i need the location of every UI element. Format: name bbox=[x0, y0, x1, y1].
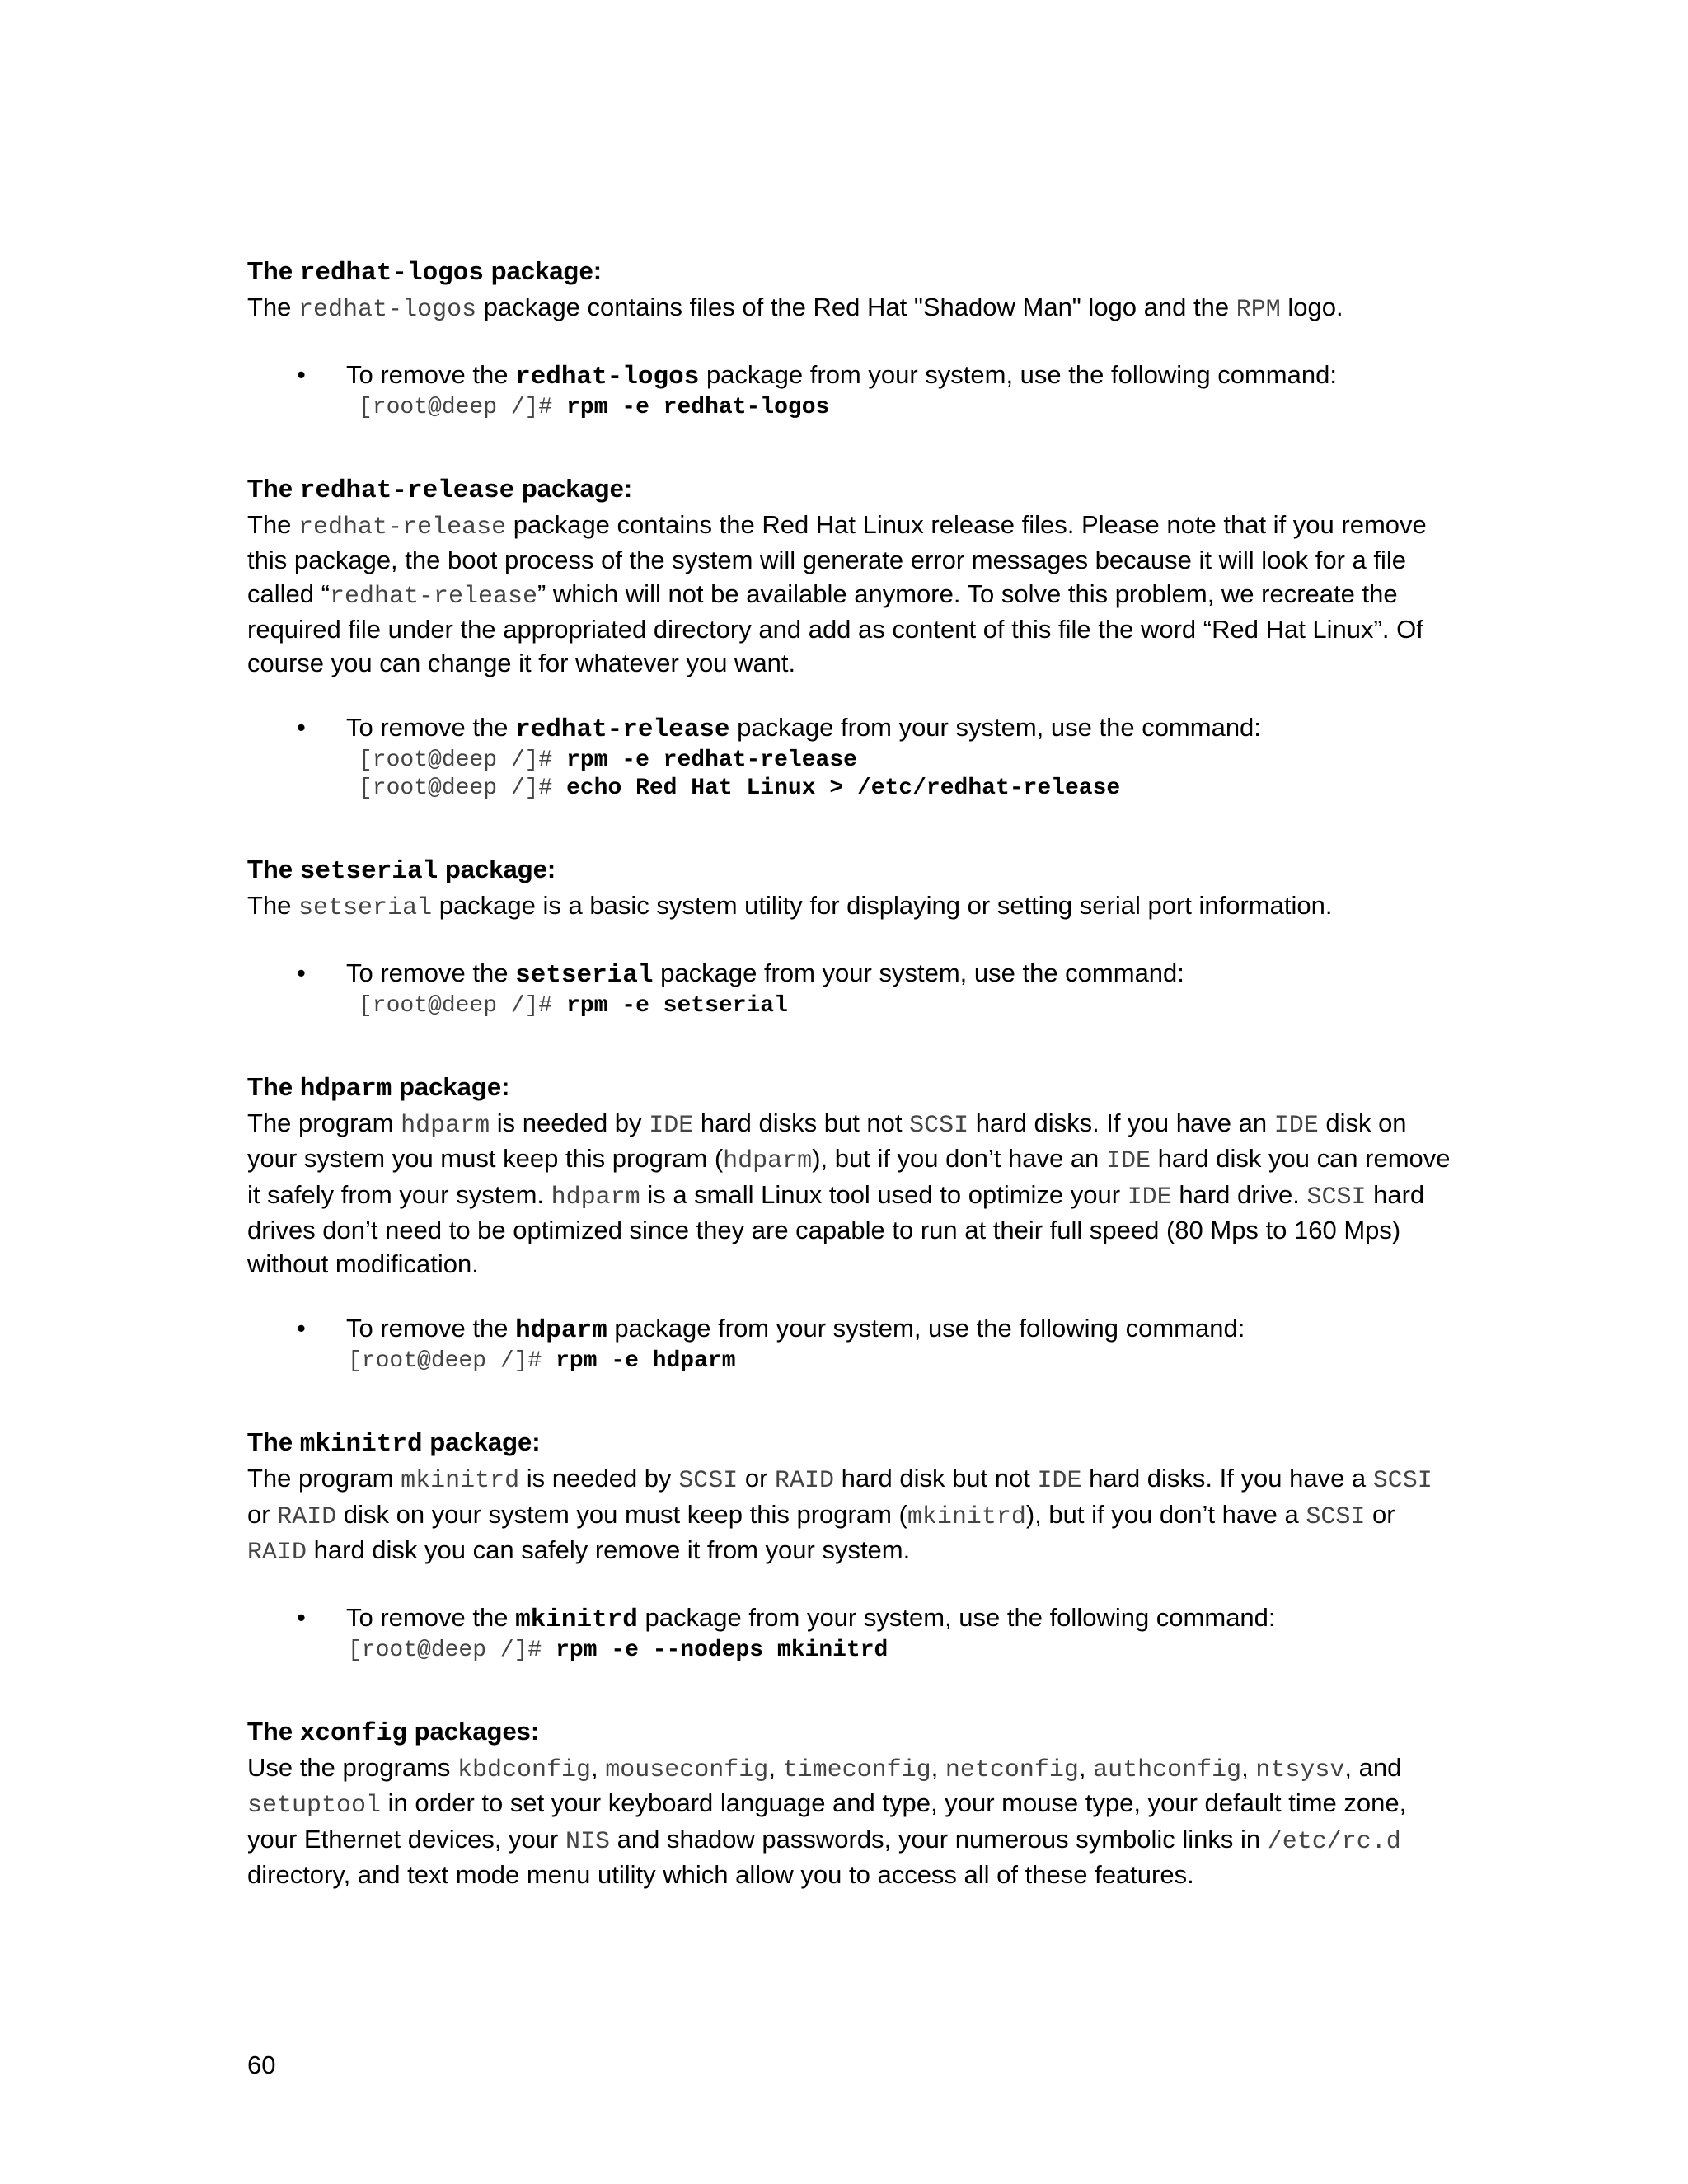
para-text: The program bbox=[247, 1464, 394, 1493]
instruction-text: To remove the bbox=[346, 359, 509, 389]
para-text: or bbox=[744, 1464, 768, 1493]
instruction-text: To remove the bbox=[346, 958, 509, 987]
package-name: setserial bbox=[298, 894, 433, 922]
program-name: mouseconfig bbox=[605, 1755, 769, 1784]
para-text: Use the programs bbox=[247, 1752, 451, 1782]
para-text: directory, and text mode menu utility which allow you to access all of these features. bbox=[247, 1860, 1194, 1889]
scsi-term: SCSI bbox=[909, 1111, 969, 1140]
para-text: ” which will not be available anymore. To solve this problem, we recreate the required file under the appropriated directory and add as content of this file the word “Red Hat Linux”. Of course you can change it for whatever you want. bbox=[247, 579, 1423, 677]
section-hdparm bbox=[247, 1070, 1451, 1376]
command-line bbox=[359, 747, 1451, 775]
program-name: netconfig bbox=[945, 1755, 1079, 1784]
section-title bbox=[247, 471, 1451, 509]
title-word: The bbox=[247, 473, 293, 503]
file-name: redhat-release bbox=[329, 582, 537, 611]
section-title bbox=[247, 1714, 1451, 1751]
raid-term: RAID bbox=[277, 1502, 337, 1531]
scsi-term: SCSI bbox=[1306, 1183, 1367, 1212]
section-paragraph bbox=[247, 1107, 1451, 1282]
section-paragraph bbox=[247, 1462, 1451, 1570]
section-title bbox=[247, 1425, 1451, 1462]
command-text: rpm -e --nodeps mkinitrd bbox=[556, 1637, 889, 1663]
section-title bbox=[247, 852, 1451, 889]
command-text: rpm -e redhat-logos bbox=[566, 394, 830, 420]
section-xconfig bbox=[247, 1714, 1451, 1892]
command-line bbox=[348, 1347, 1451, 1376]
package-name: redhat-logos bbox=[298, 296, 477, 324]
instruction-list bbox=[247, 1601, 1451, 1637]
para-text: hard disk you can remove it safely from your system. bbox=[247, 1144, 1451, 1209]
package-name: mkinitrd bbox=[515, 1605, 638, 1634]
rpm-term: RPM bbox=[1236, 296, 1281, 324]
instruction-item bbox=[247, 1312, 1451, 1347]
shell-prompt: [root@deep /]# bbox=[359, 992, 553, 1019]
para-text: hard disk but not bbox=[841, 1464, 1030, 1493]
instruction-list bbox=[247, 359, 1451, 394]
para-text: hard disks but not bbox=[700, 1108, 903, 1137]
title-suffix: package: bbox=[521, 473, 633, 503]
title-package-name: mkinitrd bbox=[299, 1430, 423, 1459]
section-paragraph: Use the programs kbdconfig, mouseconfig, timeconfig, netconfig, authconfig, ntsysv, and setuptool in order to set your keyboard language and type, your mouse type, your default time zone, your Ethernet devices, your NIS and shadow passwords, your numerous symbolic links in /etc/rc.d directory, and text mode menu utility which allow you to access all of these features. bbox=[247, 1752, 1407, 1889]
package-name: mkinitrd bbox=[401, 1467, 520, 1495]
shell-prompt: [root@deep /]# bbox=[348, 1637, 542, 1663]
raid-term: RAID bbox=[247, 1539, 307, 1567]
page-number: 60 bbox=[247, 2050, 276, 2079]
para-text: hard drive. bbox=[1179, 1179, 1300, 1209]
para-text: and shadow passwords, your numerous symbolic links in bbox=[617, 1824, 1261, 1854]
shell-prompt: [root@deep /]# bbox=[359, 748, 553, 773]
shell-prompt: [root@deep /]# bbox=[348, 1348, 542, 1374]
shell-prompt: [root@deep /]# bbox=[359, 394, 553, 420]
command-line bbox=[348, 1637, 1451, 1665]
para-text: , and bbox=[1344, 1752, 1402, 1782]
package-name: hdparm bbox=[515, 1316, 607, 1345]
para-word: The bbox=[247, 293, 292, 321]
para-text: hard disk you can safely remove it from your system. bbox=[313, 1535, 911, 1564]
package-name: redhat-release bbox=[515, 715, 730, 744]
package-name: redhat-logos bbox=[515, 362, 700, 391]
title-word: The bbox=[247, 256, 293, 285]
title-package-name: xconfig bbox=[299, 1718, 407, 1748]
title-suffix: package: bbox=[444, 855, 556, 883]
para-text: hard drives don’t need to be optimized since they are capable to run at their full speed (80 Mps to 160 Mps) without modification. bbox=[247, 1179, 1425, 1278]
para-text: ), but if you don’t have a bbox=[1025, 1499, 1299, 1529]
program-name: authconfig bbox=[1093, 1755, 1242, 1784]
program-name: ntsysv bbox=[1255, 1755, 1345, 1784]
para-text: is needed by bbox=[496, 1108, 642, 1137]
para-text: package contains files of the Red Hat "Shadow Man" logo and the bbox=[483, 293, 1230, 321]
scsi-term: SCSI bbox=[678, 1467, 738, 1495]
instruction-text: package from your system, use the following command: bbox=[645, 1602, 1276, 1632]
instruction-item bbox=[247, 359, 1451, 394]
instruction-item bbox=[247, 1601, 1451, 1637]
para-text: logo. bbox=[1287, 293, 1343, 321]
section-paragraph bbox=[247, 291, 1451, 327]
ide-term: IDE bbox=[649, 1111, 694, 1140]
instruction-item bbox=[247, 957, 1451, 992]
title-package-name: hdparm bbox=[299, 1074, 392, 1104]
ide-term: IDE bbox=[1037, 1467, 1082, 1495]
command-text: rpm -e redhat-release bbox=[566, 748, 857, 773]
instruction-list bbox=[247, 957, 1451, 992]
section-title bbox=[247, 1070, 1451, 1107]
para-text: package contains the Red Hat Linux release files. Please note that if you remove this package, the boot process of the system will generate error messages because it will look for a file called “ bbox=[247, 509, 1427, 608]
bullet-icon: • bbox=[297, 359, 306, 389]
para-text: package is a basic system utility for displaying or setting serial port information. bbox=[438, 891, 1333, 920]
program-name: timeconfig bbox=[782, 1755, 931, 1784]
para-text: ), but if you don’t have an bbox=[812, 1144, 1100, 1173]
title-word: The bbox=[247, 1716, 293, 1746]
para-text: disk on your system you must keep this program ( bbox=[343, 1499, 907, 1529]
title-suffix: package: bbox=[490, 256, 603, 285]
instruction-text: package from your system, use the command: bbox=[660, 958, 1184, 987]
para-text: is needed by bbox=[526, 1464, 672, 1493]
command-text: echo Red Hat Linux > /etc/redhat-release bbox=[566, 776, 1121, 801]
bullet-icon: • bbox=[297, 1602, 306, 1632]
scsi-term: SCSI bbox=[1372, 1467, 1432, 1495]
command-line bbox=[359, 394, 1451, 422]
para-word: The bbox=[247, 509, 292, 539]
instruction-text: package from your system, use the following command: bbox=[706, 359, 1337, 389]
instruction-list bbox=[247, 711, 1451, 747]
package-name: hdparm bbox=[723, 1147, 813, 1175]
section-paragraph bbox=[247, 509, 1451, 681]
para-text: disk on your system you must keep this program ( bbox=[247, 1108, 1407, 1173]
para-text: in order to set your keyboard language and type, your mouse type, your default time zone, your Ethernet devices, your bbox=[247, 1788, 1407, 1854]
title-suffix: packages: bbox=[414, 1716, 540, 1746]
para-text: is a small Linux tool used to optimize your bbox=[647, 1179, 1121, 1209]
title-suffix: package: bbox=[399, 1071, 510, 1101]
title-package-name: setserial bbox=[299, 857, 438, 886]
package-name: hdparm bbox=[401, 1111, 490, 1140]
para-text: The program bbox=[247, 1108, 394, 1137]
instruction-text: package from your system, use the command: bbox=[737, 713, 1261, 742]
para-text: hard disks. If you have an bbox=[975, 1108, 1268, 1137]
title-word: The bbox=[247, 1071, 293, 1101]
para-text: hard disks. If you have a bbox=[1089, 1464, 1367, 1493]
section-setserial bbox=[247, 852, 1451, 1020]
para-text: or bbox=[247, 1499, 270, 1529]
ide-term: IDE bbox=[1127, 1183, 1172, 1212]
raid-term: RAID bbox=[775, 1467, 835, 1495]
para-word: The bbox=[247, 891, 292, 920]
ide-term: IDE bbox=[1105, 1147, 1151, 1175]
section-paragraph bbox=[247, 889, 1451, 926]
command-line bbox=[359, 775, 1451, 803]
instruction-text: package from your system, use the following command: bbox=[614, 1314, 1245, 1343]
instruction-item bbox=[247, 711, 1451, 747]
instruction-text: To remove the bbox=[346, 713, 509, 742]
title-word: The bbox=[247, 855, 293, 883]
instruction-text: To remove the bbox=[346, 1602, 509, 1632]
program-name: setuptool bbox=[247, 1792, 382, 1820]
ide-term: IDE bbox=[1273, 1111, 1319, 1140]
bullet-icon: • bbox=[297, 1314, 306, 1343]
instruction-list bbox=[247, 1312, 1451, 1347]
section-redhat-release bbox=[247, 471, 1451, 804]
nis-term: NIS bbox=[565, 1827, 610, 1856]
title-package-name: redhat-logos bbox=[299, 259, 484, 288]
package-name: mkinitrd bbox=[907, 1502, 1026, 1531]
section-title bbox=[247, 254, 1451, 291]
command-text: rpm -e hdparm bbox=[556, 1348, 736, 1374]
program-name: kbdconfig bbox=[457, 1755, 592, 1784]
para-text: or bbox=[1372, 1499, 1395, 1529]
section-mkinitrd bbox=[247, 1425, 1451, 1665]
bullet-icon: • bbox=[297, 713, 306, 742]
package-name: redhat-release bbox=[298, 513, 507, 541]
package-name: hdparm bbox=[551, 1183, 640, 1212]
command-line bbox=[359, 992, 1451, 1020]
title-package-name: redhat-release bbox=[299, 476, 515, 505]
command-text: rpm -e setserial bbox=[566, 992, 788, 1019]
package-name: setserial bbox=[515, 960, 654, 990]
bullet-icon: • bbox=[297, 958, 306, 987]
section-redhat-logos bbox=[247, 254, 1451, 422]
directory-path: /etc/rc.d bbox=[1267, 1827, 1401, 1856]
title-word: The bbox=[247, 1427, 293, 1456]
instruction-text: To remove the bbox=[346, 1314, 509, 1343]
shell-prompt: [root@deep /]# bbox=[359, 776, 553, 801]
page-content bbox=[247, 254, 1451, 1892]
title-suffix: package: bbox=[429, 1427, 541, 1456]
scsi-term: SCSI bbox=[1306, 1502, 1366, 1531]
